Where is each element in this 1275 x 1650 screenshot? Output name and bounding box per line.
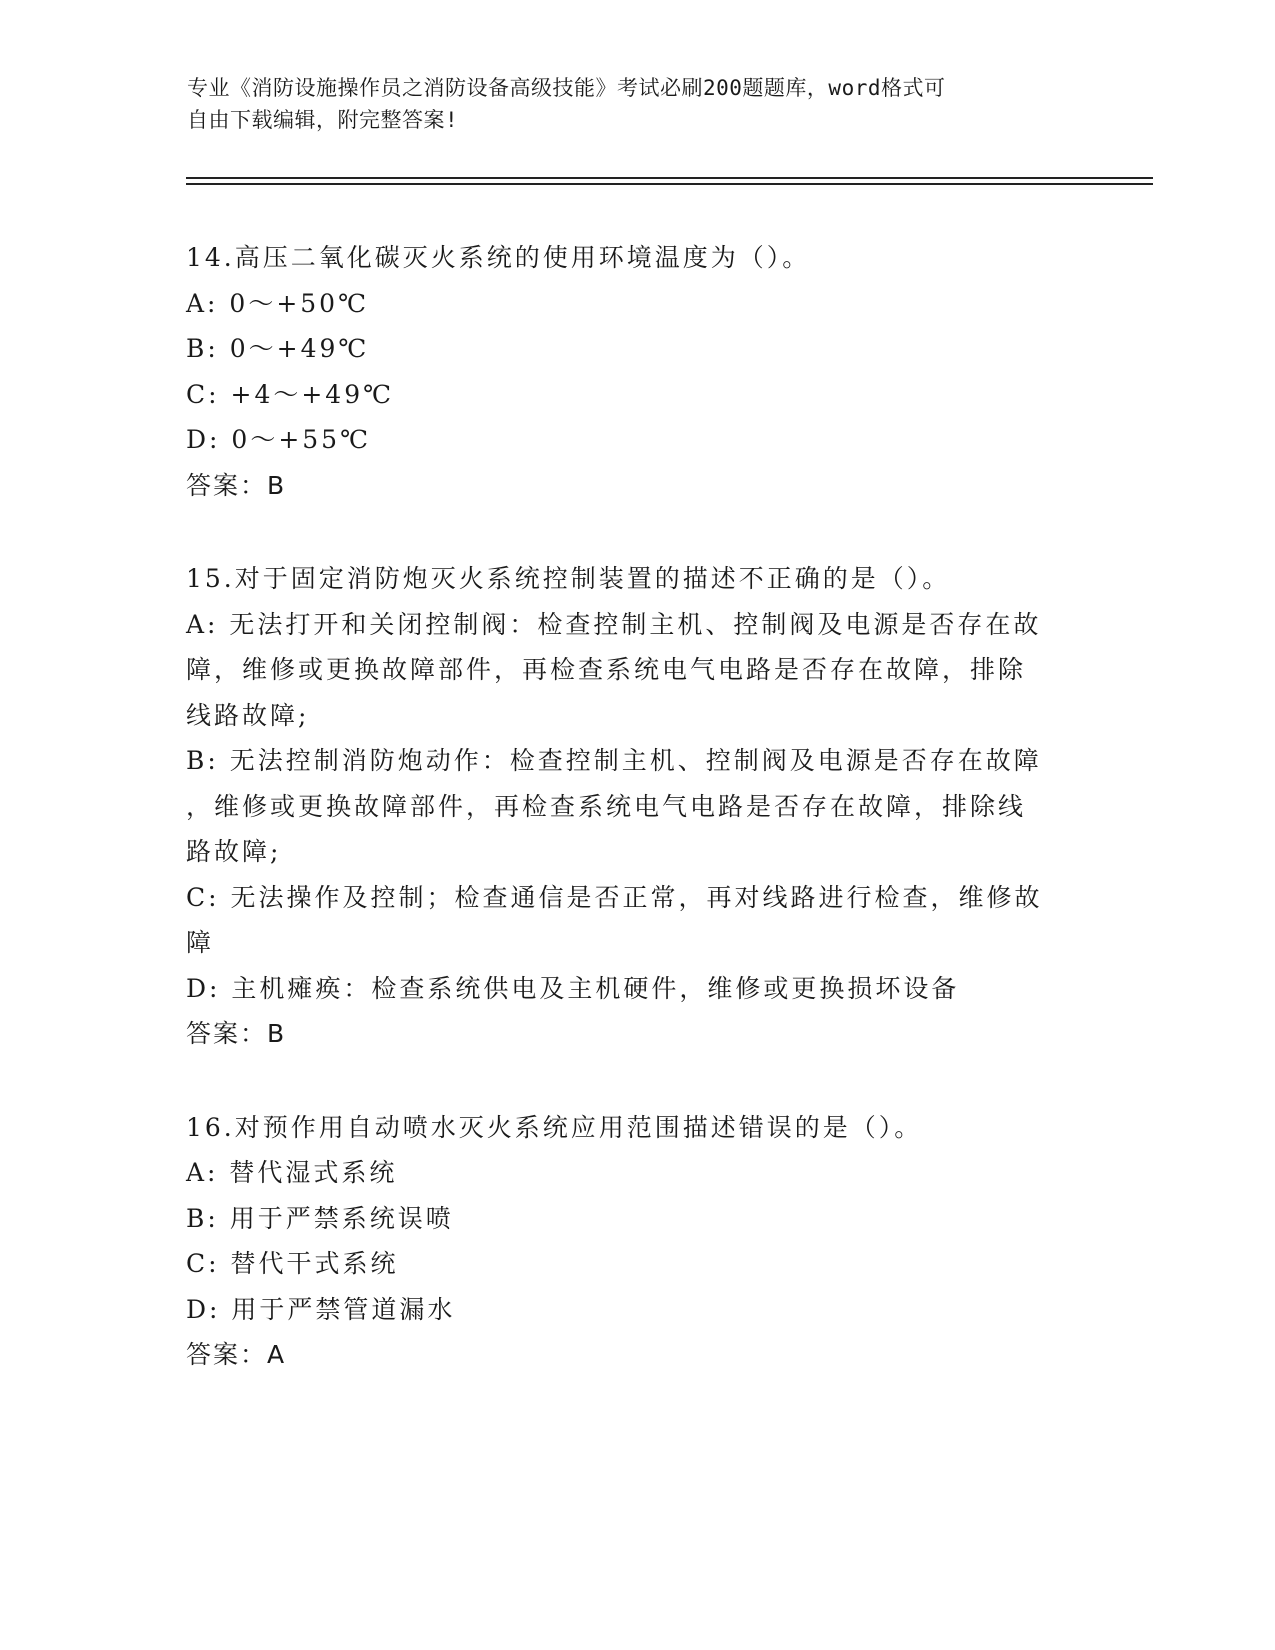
question-list: [186, 235, 1086, 1426]
option-b: B: 用于严禁系统误喷: [186, 1203, 454, 1233]
option-b-continued: ，维修或更换故障部件，再检查系统电气电路是否存在故障，排除线: [186, 791, 1027, 821]
option-d: D: 主机瘫痪：检查系统供电及主机硬件，维修或更换损坏设备: [186, 973, 960, 1003]
document-header: [187, 72, 1067, 136]
question-stem: 14.高压二氧化碳灭火系统的使用环境温度为（）。: [186, 243, 811, 272]
header-line-2: 自由下载编辑，附完整答案!: [187, 108, 459, 132]
question-16: [186, 1105, 1086, 1378]
answer-label: 答案：B: [186, 1019, 287, 1048]
option-a-continued: 障，维修或更换故障部件，再检查系统电气电路是否存在故障，排除: [186, 655, 1027, 684]
option-b-continued: 路故障;: [186, 837, 282, 866]
option-d: D: 用于严禁管道漏水: [186, 1294, 456, 1324]
header-divider-top: [186, 177, 1153, 179]
option-a: A: 替代湿式系统: [186, 1158, 398, 1187]
option-a: A: 无法打开和关闭控制阀：检查控制主机、控制阀及电源是否存在故: [186, 609, 1042, 639]
option-c-continued: 障: [186, 928, 215, 957]
answer-label: 答案：A: [186, 1340, 287, 1369]
question-15: [186, 556, 1086, 1057]
question-stem: 16.对预作用自动喷水灭火系统应用范围描述错误的是（）。: [186, 1112, 923, 1142]
option-c: C: 替代干式系统: [186, 1249, 399, 1278]
option-a-continued: 线路故障;: [186, 700, 310, 730]
question-14: [186, 235, 1086, 508]
option-a: A: 0～+50℃: [186, 288, 370, 318]
option-d: D: 0～+55℃: [186, 425, 372, 454]
header-divider-bottom: [186, 183, 1153, 185]
option-b: B: 0～+49℃: [186, 334, 370, 363]
header-line-1: 专业《消防设施操作员之消防设备高级技能》考试必刷200题题库，word格式可: [187, 76, 946, 100]
option-c: C: +4～+49℃: [186, 379, 395, 409]
answer-label: 答案：B: [186, 470, 287, 500]
option-c: C: 无法操作及控制；检查通信是否正常，再对线路进行检查，维修故: [186, 882, 1043, 912]
question-stem: 15.对于固定消防炮灭火系统控制装置的描述不正确的是（）。: [186, 564, 951, 593]
option-b: B: 无法控制消防炮动作：检查控制主机、控制阀及电源是否存在故障: [186, 746, 1042, 775]
